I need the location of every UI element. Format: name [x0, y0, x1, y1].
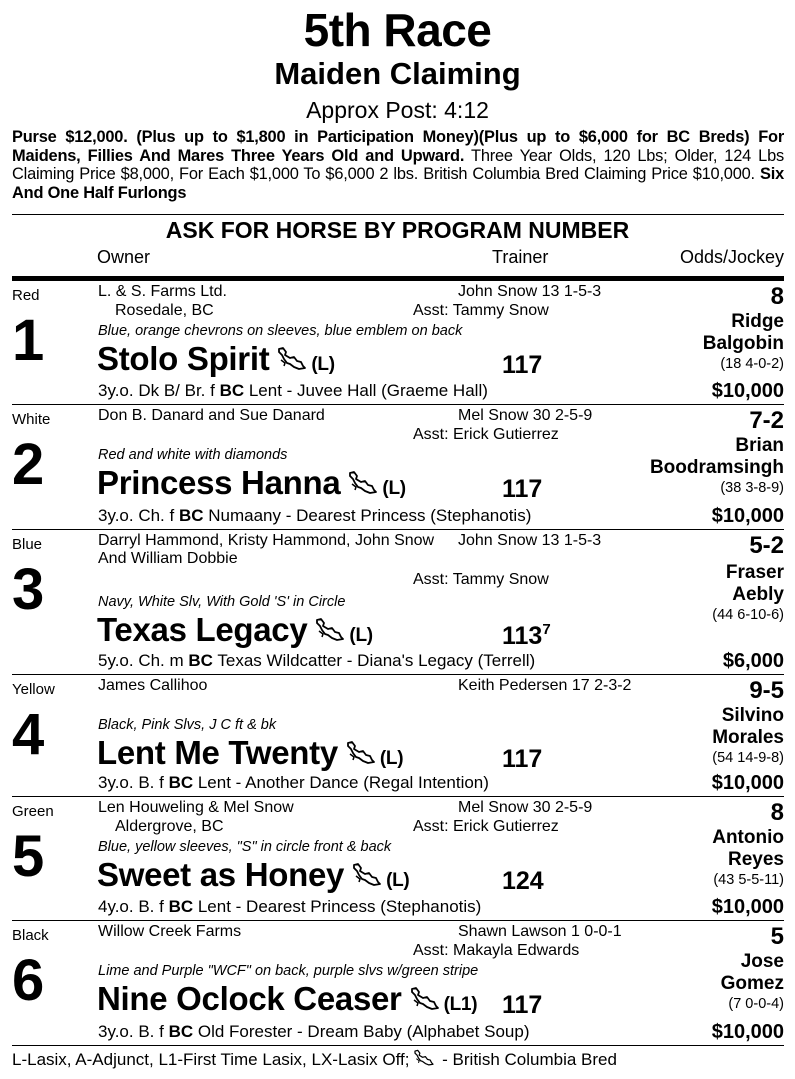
assistant-trainer: Asst: Tammy Snow	[413, 302, 549, 319]
claiming-price: $10,000	[711, 772, 784, 794]
column-trainer-header: Trainer	[492, 247, 549, 267]
pedigree-age-sex: 3y.o. B. f	[98, 1022, 169, 1041]
jockey-last-name: Aebly	[732, 584, 784, 605]
silks-description: Lime and Purple "WCF" on back, purple slvs w/green stripe	[98, 963, 479, 979]
trainer: Mel Snow 30 2-5-9	[458, 407, 593, 424]
owner-line-2: And William Dobbie	[98, 550, 238, 567]
horse-name: Princess Hanna	[97, 464, 341, 501]
entry-6	[12, 921, 784, 1046]
jockey-record: (38 3-8-9)	[720, 480, 784, 496]
pedigree-age-sex: 3y.o. Dk B/ Br. f	[98, 381, 220, 400]
weight-allowance: 7	[542, 621, 551, 638]
pedigree-breeding: Lent - Another Dance (Regal Intention)	[193, 773, 489, 792]
jockey-last-name: Reyes	[728, 849, 784, 870]
jockey-record: (43 5-5-11)	[713, 872, 784, 888]
horse-name-line	[97, 856, 409, 900]
medication: (L)	[379, 748, 404, 769]
bc-bred-tag: BC	[168, 1022, 194, 1041]
race-title: 5th Race	[303, 4, 492, 56]
bc-bred-tag: BC	[188, 651, 213, 670]
entry-3	[12, 530, 784, 675]
program-number: 2	[12, 432, 45, 497]
trainer: John Snow 13 1-5-3	[458, 532, 602, 549]
horse-name: Stolo Spirit	[97, 340, 270, 377]
medication: (L1)	[443, 994, 478, 1015]
bc-legend-text: - British Columbia Bred	[437, 1050, 617, 1069]
race-conditions	[12, 128, 784, 202]
saddle-cloth-color: Yellow	[12, 681, 55, 698]
weight	[502, 984, 542, 1020]
pedigree-age-sex: 4y.o. B. f	[98, 897, 169, 916]
weight-value: 117	[502, 351, 543, 379]
medication: (L)	[311, 354, 335, 375]
program-number: 1	[12, 308, 45, 373]
weight	[502, 468, 542, 504]
entry-4	[12, 675, 784, 797]
owner: James Callihoo	[98, 677, 208, 694]
trainer: John Snow 13 1-5-3	[458, 283, 602, 300]
owner: Len Houweling & Mel Snow	[98, 799, 294, 816]
claiming-price: $10,000	[711, 896, 784, 918]
assistant-trainer: Asst: Erick Gutierrez	[413, 818, 559, 835]
jockey-first-name: Ridge	[731, 311, 784, 332]
program-number: 5	[12, 824, 45, 889]
pedigree	[98, 897, 481, 917]
pedigree-breeding: Lent - Dearest Princess (Stephanotis)	[193, 897, 482, 916]
pedigree-breeding: Texas Wildcatter - Diana's Legacy (Terrell)	[212, 651, 536, 670]
horse-name-line	[97, 340, 335, 384]
saddle-cloth-color: Black	[12, 927, 49, 944]
program-number: 6	[12, 948, 45, 1013]
trainer: Keith Pedersen 17 2-3-2	[458, 677, 632, 694]
horse-name-line	[97, 611, 373, 655]
weight	[502, 860, 544, 896]
morning-line-odds: 7-2	[749, 407, 784, 434]
jockey-last-name: Morales	[712, 727, 784, 748]
jockey-record: (54 14-9-8)	[712, 750, 784, 766]
trainer: Mel Snow 30 2-5-9	[458, 799, 593, 816]
british-columbia-map-icon	[346, 740, 376, 766]
weight-value: 117	[502, 475, 543, 503]
jockey-first-name: Fraser	[725, 562, 784, 583]
column-owner-header: Owner	[97, 247, 151, 267]
british-columbia-map-icon	[277, 346, 307, 372]
bc-bred-tag: BC	[168, 773, 194, 792]
pedigree	[98, 1022, 530, 1042]
jockey-record: (44 6-10-6)	[712, 607, 784, 623]
entry-5	[12, 797, 784, 921]
silks-description: Navy, White Slv, With Gold 'S' in Circle	[98, 594, 346, 610]
jockey-last-name: Boodramsingh	[649, 457, 784, 478]
claiming-price: $10,000	[711, 380, 784, 402]
claiming-price: $6,000	[722, 650, 784, 672]
footer-legend	[12, 1049, 617, 1071]
horse-name: Texas Legacy	[97, 611, 308, 648]
jockey-record: (18 4-0-2)	[720, 356, 784, 372]
owner: Darryl Hammond, Kristy Hammond, John Snow	[98, 532, 435, 549]
saddle-cloth-color: Red	[12, 287, 40, 304]
ask-text: ASK FOR HORSE BY PROGRAM NUMBER	[165, 217, 630, 243]
jockey-first-name: Antonio	[712, 827, 784, 848]
claiming-price: $10,000	[711, 505, 784, 527]
horse-name-line	[97, 734, 403, 778]
pedigree	[98, 506, 531, 526]
jockey-first-name: Jose	[740, 951, 784, 972]
conditions-distance: Six And One Half Furlongs	[12, 165, 784, 202]
horse-name: Lent Me Twenty	[97, 734, 338, 771]
medication: (L)	[349, 625, 373, 646]
jockey-first-name: Silvino	[721, 705, 784, 726]
horse-name: Nine Oclock Ceaser	[97, 980, 402, 1017]
weight	[502, 738, 542, 774]
weight-value: 113	[502, 622, 543, 650]
morning-line-odds: 5	[770, 923, 784, 950]
jockey-last-name: Gomez	[720, 973, 784, 994]
jockey-record: (7 0-0-4)	[728, 996, 784, 1012]
column-odds-header: Odds/Jockey	[679, 247, 784, 267]
weight	[502, 344, 542, 380]
program-number: 3	[12, 557, 45, 622]
horse-name: Sweet as Honey	[97, 856, 345, 893]
program-number: 4	[12, 702, 45, 767]
morning-line-odds: 8	[770, 283, 784, 310]
pedigree-age-sex: 3y.o. B. f	[98, 773, 169, 792]
ask-banner	[12, 214, 784, 245]
bc-bred-tag: BC	[168, 897, 194, 916]
entry-divider	[12, 1045, 784, 1046]
silks-description: Blue, orange chevrons on sleeves, blue emblem on back	[98, 323, 463, 339]
pedigree-breeding: Old Forester - Dream Baby (Alphabet Soup)	[193, 1022, 530, 1041]
assistant-trainer: Asst: Tammy Snow	[413, 571, 549, 588]
assistant-trainer: Asst: Erick Gutierrez	[413, 426, 559, 443]
british-columbia-map-icon	[315, 617, 345, 643]
legend-text: L-Lasix, A-Adjunct, L1-First Time Lasix, LX-Lasix Off;	[12, 1050, 410, 1069]
conditions-bold-1: Purse $12,000. (Plus up to $1,800 in Participation Money)(Plus up to $6,000 for BC Breds) For Maidens, Fillies And Mares Three Years Old and Upward.	[12, 128, 784, 165]
morning-line-odds: 9-5	[749, 677, 784, 704]
saddle-cloth-color: Green	[12, 803, 54, 820]
silks-description: Red and white with diamonds	[98, 447, 288, 463]
pedigree-breeding: Lent - Juvee Hall (Graeme Hall)	[244, 381, 488, 400]
owner: Don B. Danard and Sue Danard	[98, 407, 325, 424]
owner: L. & S. Farms Ltd.	[98, 283, 227, 300]
silks-description: Blue, yellow sleeves, "S" in circle front & back	[98, 839, 392, 855]
pedigree	[98, 381, 488, 401]
owner-location: Rosedale, BC	[115, 302, 214, 319]
pedigree	[98, 773, 489, 793]
bc-bred-tag: BC	[178, 506, 204, 525]
medication: (L)	[386, 870, 410, 891]
weight-value: 124	[502, 867, 544, 895]
weight-value: 117	[502, 991, 543, 1019]
saddle-cloth-color: Blue	[12, 536, 43, 553]
pedigree-age-sex: 3y.o. Ch. f	[98, 506, 179, 525]
weight	[502, 615, 551, 651]
entry-2	[12, 405, 784, 530]
weight-value: 117	[502, 745, 543, 773]
pedigree-breeding: Numaany - Dearest Princess (Stephanotis)	[203, 506, 532, 525]
entry-1	[12, 281, 784, 405]
morning-line-odds: 8	[770, 799, 784, 826]
british-columbia-map-icon	[413, 1049, 435, 1067]
pedigree	[98, 651, 535, 671]
british-columbia-map-icon	[348, 470, 378, 496]
claiming-price: $10,000	[711, 1021, 784, 1043]
medication: (L)	[382, 478, 406, 499]
trainer: Shawn Lawson 1 0-0-1	[458, 923, 622, 940]
bc-bred-tag: BC	[219, 381, 245, 400]
british-columbia-map-icon	[352, 862, 382, 888]
owner-location: Aldergrove, BC	[115, 818, 224, 835]
pedigree-age-sex: 5y.o. Ch. m	[98, 651, 189, 670]
conditions-text: Three Year Olds, 120 Lbs; Older, 124 Lbs Claiming Price $8,000, For Each $1,000 To $6,000 2 lbs. British Columbia Bred Claiming Price $10,000.	[12, 146, 784, 183]
horse-name-line	[97, 980, 477, 1024]
jockey-last-name: Balgobin	[702, 333, 784, 354]
assistant-trainer: Asst: Makayla Edwards	[413, 942, 580, 959]
post-time: Approx Post: 4:12	[306, 97, 489, 123]
horse-name-line	[97, 464, 406, 508]
owner: Willow Creek Farms	[98, 923, 242, 940]
morning-line-odds: 5-2	[749, 532, 784, 559]
saddle-cloth-color: White	[12, 411, 51, 428]
silks-description: Black, Pink Slvs, J C ft & bk	[98, 717, 277, 733]
british-columbia-map-icon	[410, 986, 440, 1012]
jockey-first-name: Brian	[735, 435, 784, 456]
race-type: Maiden Claiming	[274, 56, 521, 91]
